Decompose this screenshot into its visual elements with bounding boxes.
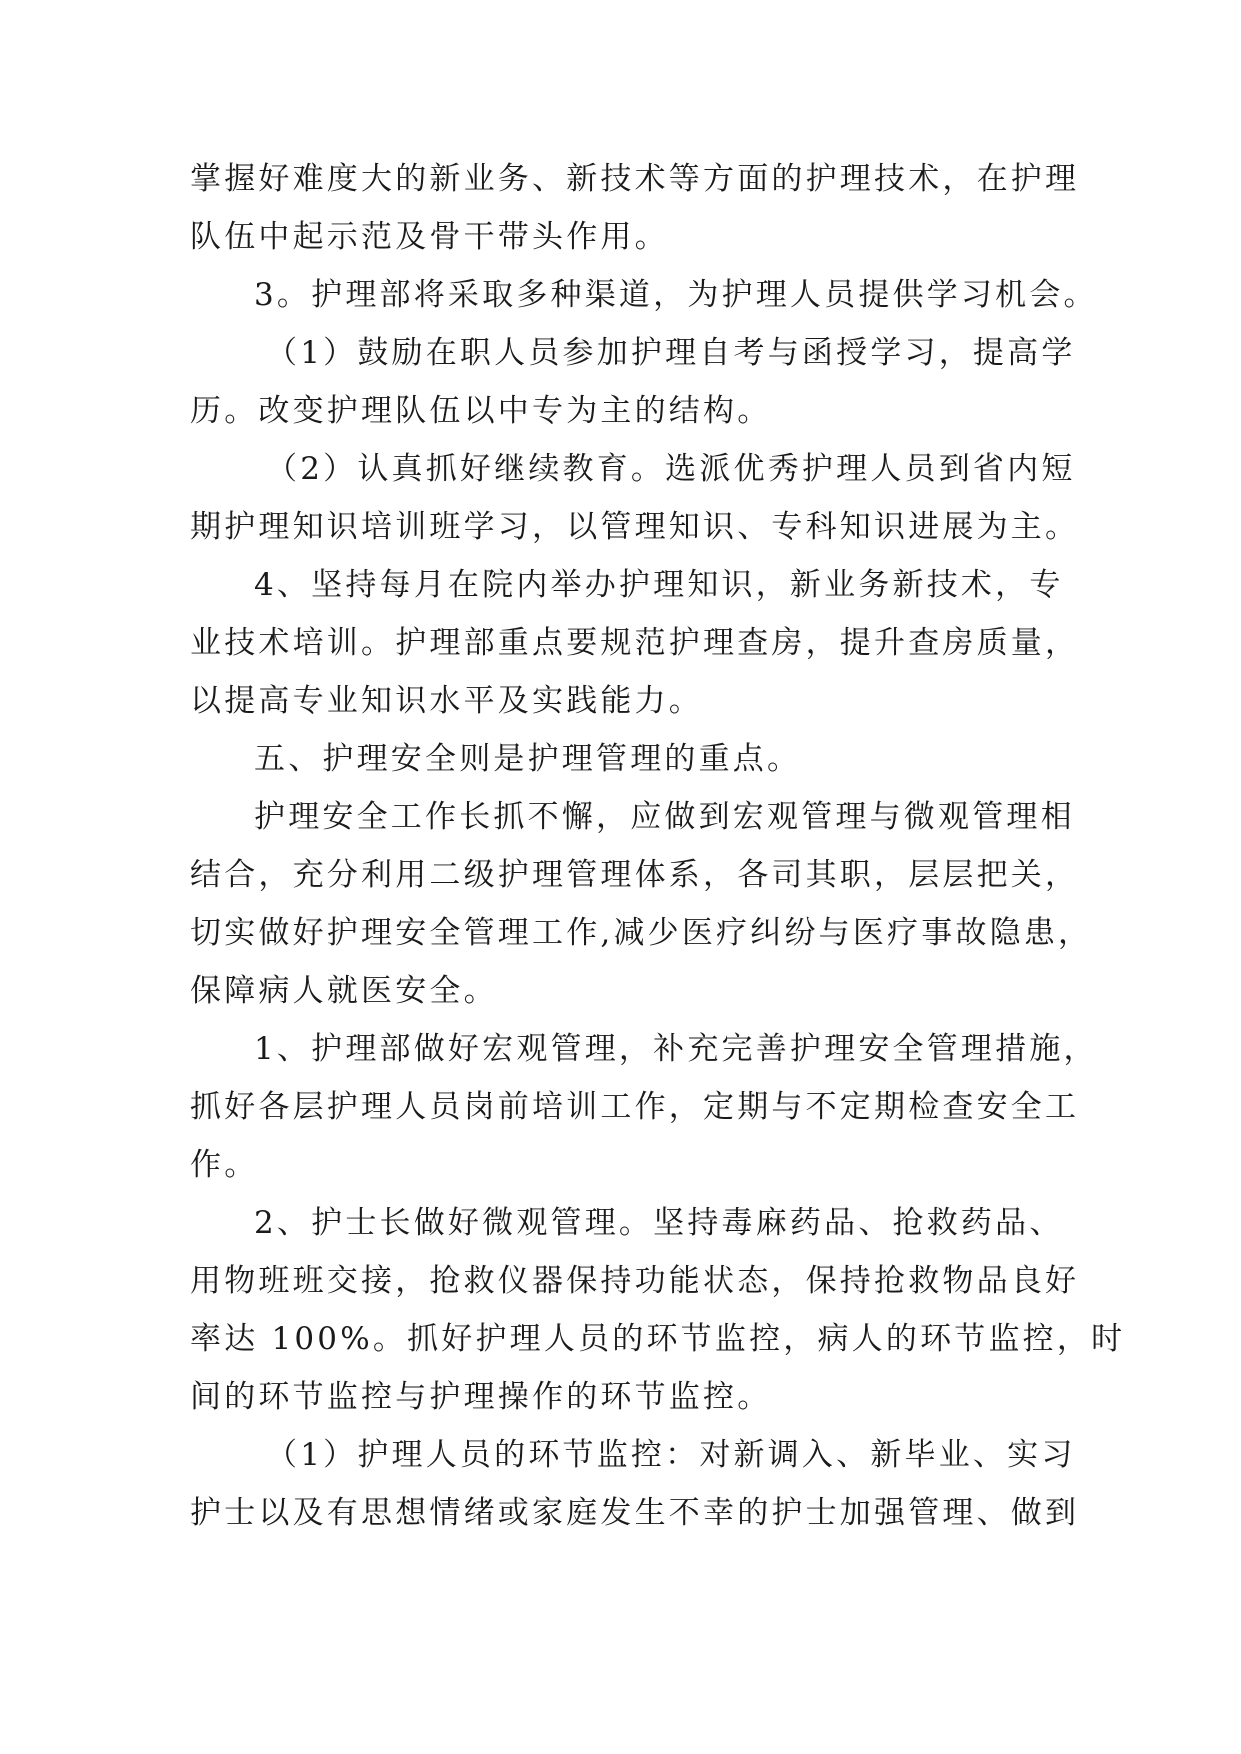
text-line-9: 业技术培训。护理部重点要规范护理查房，提升查房质量， [190, 625, 1080, 661]
text-line-23: （1）护理人员的环节监控：对新调入、新毕业、实习 [266, 1437, 1076, 1473]
document-body [190, 160, 1126, 1532]
text-line-6: （2）认真抓好继续教育。选派优秀护理人员到省内短 [266, 451, 1076, 487]
text-line-2: 队伍中起示范及骨干带头作用。 [190, 219, 669, 255]
text-line-20: 用物班班交接，抢救仪器保持功能状态，保持抢救物品良好 [190, 1263, 1080, 1299]
text-line-22: 间的环节监控与护理操作的环节监控。 [190, 1379, 772, 1415]
text-line-5: 历。改变护理队伍以中专为主的结构。 [190, 393, 772, 429]
section-heading: 五、护理安全则是护理管理的重点。 [254, 741, 802, 777]
text-line-7: 期护理知识培训班学习，以管理知识、专科知识进展为主。 [190, 509, 1080, 545]
text-line-1: 掌握好难度大的新业务、新技术等方面的护理技术，在护理 [190, 161, 1080, 197]
text-line-24: 护士以及有思想情绪或家庭发生不幸的护士加强管理、做到 [190, 1495, 1080, 1531]
text-line-21: 率达 100%。抓好护理人员的环节监控，病人的环节监控，时 [190, 1321, 1126, 1357]
text-line-3: 3。护理部将采取多种渠道，为护理人员提供学习机会。 [254, 277, 1098, 313]
text-line-18: 作。 [190, 1147, 259, 1183]
text-line-14: 切实做好护理安全管理工作,减少医疗纠纷与医疗事故隐患， [190, 915, 1093, 951]
text-line-16: 1、护理部做好宏观管理，补充完善护理安全管理措施， [254, 1031, 1098, 1067]
text-line-19: 2、护士长做好微观管理。坚持毒麻药品、抢救药品、 [254, 1205, 1064, 1241]
text-line-13: 结合，充分利用二级护理管理体系，各司其职，层层把关， [190, 857, 1080, 893]
text-line-15: 保障病人就医安全。 [190, 973, 498, 1009]
text-line-10: 以提高专业知识水平及实践能力。 [190, 683, 703, 719]
text-line-4: （1）鼓励在职人员参加护理自考与函授学习，提高学 [266, 335, 1076, 371]
text-line-8: 4、坚持每月在院内举办护理知识，新业务新技术，专 [254, 567, 1064, 603]
text-line-12: 护理安全工作长抓不懈，应做到宏观管理与微观管理相 [254, 799, 1075, 835]
text-line-17: 抓好各层护理人员岗前培训工作，定期与不定期检查安全工 [190, 1089, 1080, 1125]
